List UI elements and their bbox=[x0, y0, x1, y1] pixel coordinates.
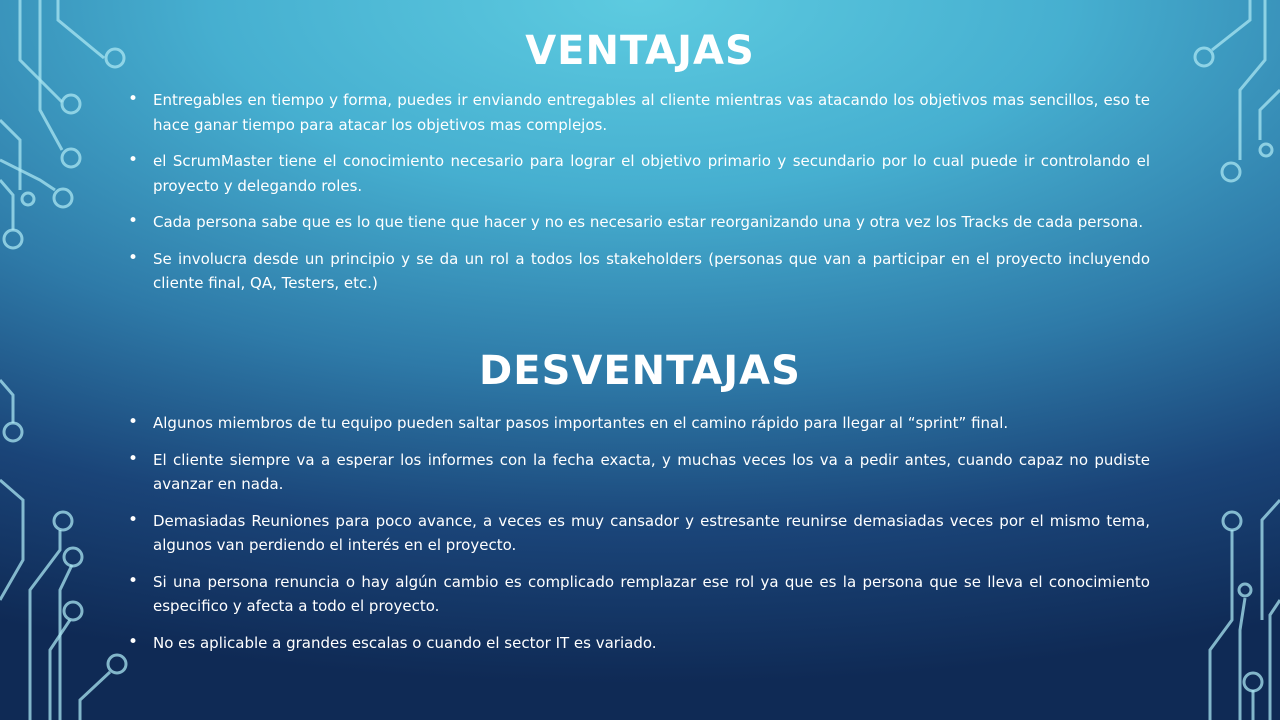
desventajas-item: • Si una persona renuncia o hay algún cambio es complicado remplazar ese rol ya que es la persona que se lleva el conocimiento especifico y afecta a todo el proyecto. bbox=[128, 570, 1150, 619]
desventajas-item: • No es aplicable a grandes escalas o cuando el sector IT es variado. bbox=[128, 631, 1150, 656]
circuit-lines-top-right bbox=[1195, 0, 1280, 181]
ventajas-item: • el ScrumMaster tiene el conocimiento necesario para lograr el objetivo primario y secundario por lo cual puede ir controlando el proyecto y delegando roles. bbox=[128, 149, 1150, 198]
ventajas-item: • Cada persona sabe que es lo que tiene que hacer y no es necesario estar reorganizando una y otra vez los Tracks de cada persona. bbox=[128, 210, 1150, 235]
ventajas-list bbox=[128, 88, 1150, 308]
circuit-lines-bottom-left bbox=[0, 380, 126, 720]
title-ventajas: VENTAJAS bbox=[525, 28, 755, 74]
desventajas-item: • Demasiadas Reuniones para poco avance, a veces es muy cansador y estresante reunirse demasiadas veces por el mismo tema, algunos van perdiendo el interés en el proyecto. bbox=[128, 509, 1150, 558]
circuit-lines-bottom-right bbox=[1210, 500, 1280, 720]
title-desventajas: DESVENTAJAS bbox=[479, 348, 801, 394]
circuit-lines-top-left bbox=[0, 0, 124, 248]
ventajas-item: • Entregables en tiempo y forma, puedes ir enviando entregables al cliente mientras vas atacando los objetivos mas sencillos, eso te hace ganar tiempo para atacar los objetivos mas complejos. bbox=[128, 88, 1150, 137]
ventajas-item: • Se involucra desde un principio y se da un rol a todos los stakeholders (personas que van a participar en el proyecto incluyendo cliente final, QA, Testers, etc.) bbox=[128, 247, 1150, 296]
desventajas-list bbox=[128, 411, 1150, 667]
desventajas-item: • Algunos miembros de tu equipo pueden saltar pasos importantes en el camino rápido para llegar al “sprint” final. bbox=[128, 411, 1150, 436]
desventajas-item: • El cliente siempre va a esperar los informes con la fecha exacta, y muchas veces los va a pedir antes, cuando capaz no pudiste avanzar en nada. bbox=[128, 448, 1150, 497]
